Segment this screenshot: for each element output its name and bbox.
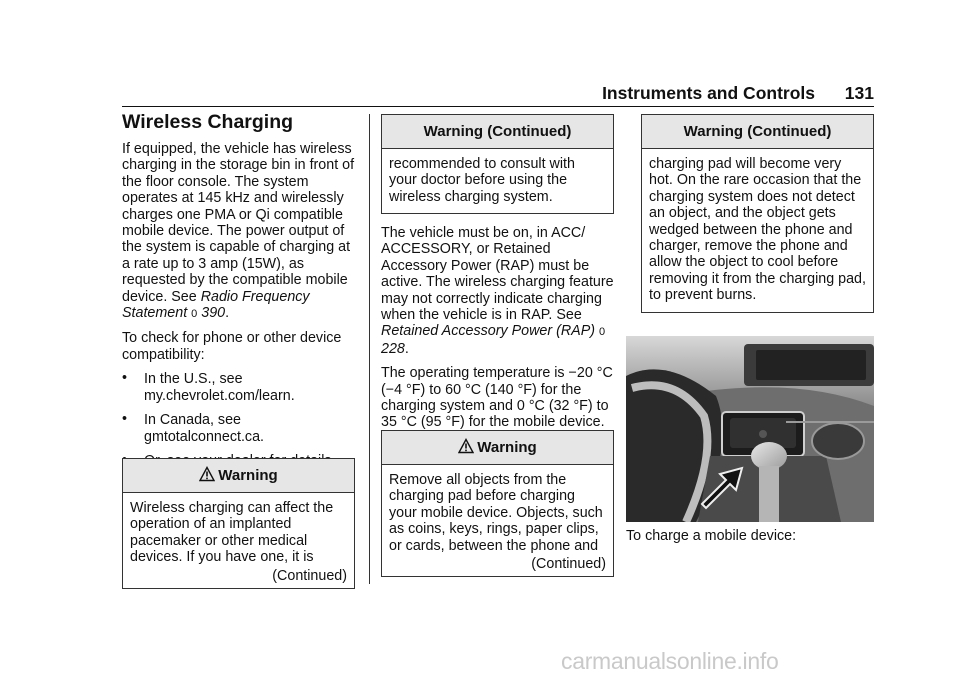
bullet-icon: • — [122, 411, 128, 428]
paragraph-accessory — [381, 225, 617, 357]
warning-text: charging pad will become very hot. On the rare occasion that the charging system does not detect an object, and the object gets wedged between the phone and charger, remove the phone and allow the object to cool before removing it from the charging pad, to prevent burns. — [649, 156, 866, 304]
warning-title: Warning — [477, 439, 537, 456]
warning-header — [382, 431, 613, 465]
column-1 — [122, 110, 358, 477]
page-reference[interactable]: 390 — [201, 305, 226, 322]
bullet-icon: • — [122, 370, 128, 387]
page-ref-icon: 0 — [191, 308, 198, 321]
bullet-list — [122, 371, 358, 469]
paragraph-temperature: The operating temperature is −20 °C (−4 °F) to 60 °C (140 °F) for the charging system and 0 °C (32 °F) to 35 °C (95 °F) for the mobile device. — [381, 365, 613, 431]
warning-box-continued — [381, 114, 614, 214]
header-rule — [122, 106, 874, 107]
page-reference[interactable]: 228 — [381, 340, 405, 357]
list-item-text: In Canada, see gmtotalconnect.ca. — [144, 412, 265, 445]
warning-text: Remove all objects from the charging pad before charging your mobile device. Objects, such as coins, keys, rings, paper clips, or cards, between the phone and — [389, 472, 603, 554]
photo-caption: To charge a mobile device: — [626, 528, 797, 544]
page-ref-icon: 0 — [598, 326, 606, 339]
period: . — [404, 340, 409, 357]
warning-triangle-icon — [458, 438, 474, 454]
column-divider — [369, 114, 370, 584]
warning-header: Warning (Continued) — [642, 115, 873, 149]
paragraph-intro — [122, 141, 358, 322]
paragraph-text: The vehicle must be on, in ACC/ ACCESSORY, or Retained Accessory Power (RAP) must be active. The wireless charging feature may not correctly indicate charging when the vehicle is in RAP. See — [381, 225, 614, 324]
list-item — [122, 371, 358, 404]
list-item-text: In the U.S., see my.chevrolet.com/learn. — [144, 371, 295, 404]
section-heading: Wireless Charging — [122, 111, 294, 133]
warning-text: recommended to consult with your doctor before using the wireless charging system. — [389, 156, 575, 205]
column-2 — [381, 225, 617, 439]
period: . — [225, 305, 230, 322]
list-item — [122, 412, 358, 445]
warning-header: Warning (Continued) — [382, 115, 613, 149]
section-title: Instruments and Controls — [602, 83, 815, 103]
warning-text: Wireless charging can affect the operation of an implanted pacemaker or other medical devices. If you have one, it is — [130, 500, 334, 566]
paragraph-text: If equipped, the vehicle has wireless charging in the storage bin in front of the floor console. The system operates at 145 kHz and wirelessly charges one PMA or Qi compatible mobile device. The power output of the system is capable of charging at a rate up to 3 amp (15W), as requested by the compatible mobile device. See — [122, 141, 355, 305]
page-number: 131 — [844, 83, 874, 103]
continued-label: (Continued) — [272, 567, 347, 584]
watermark: carmanualsonline.info — [561, 648, 779, 674]
cross-reference-link[interactable]: Radio Frequency Statement — [122, 288, 310, 322]
warning-header — [123, 459, 354, 493]
continued-label: (Continued) — [531, 556, 606, 573]
warning-box-burns — [641, 114, 874, 313]
console-illustration — [626, 336, 874, 522]
warning-title: Warning — [218, 467, 278, 484]
console-charging-pad-photo — [626, 336, 874, 522]
warning-box-pacemaker — [122, 458, 355, 589]
warning-triangle-icon — [199, 466, 215, 482]
cross-reference-link[interactable]: Retained Accessory Power (RAP) — [381, 323, 595, 340]
warning-box-objects — [381, 430, 614, 577]
paragraph-compat: To check for phone or other device compatibility: — [122, 330, 342, 363]
